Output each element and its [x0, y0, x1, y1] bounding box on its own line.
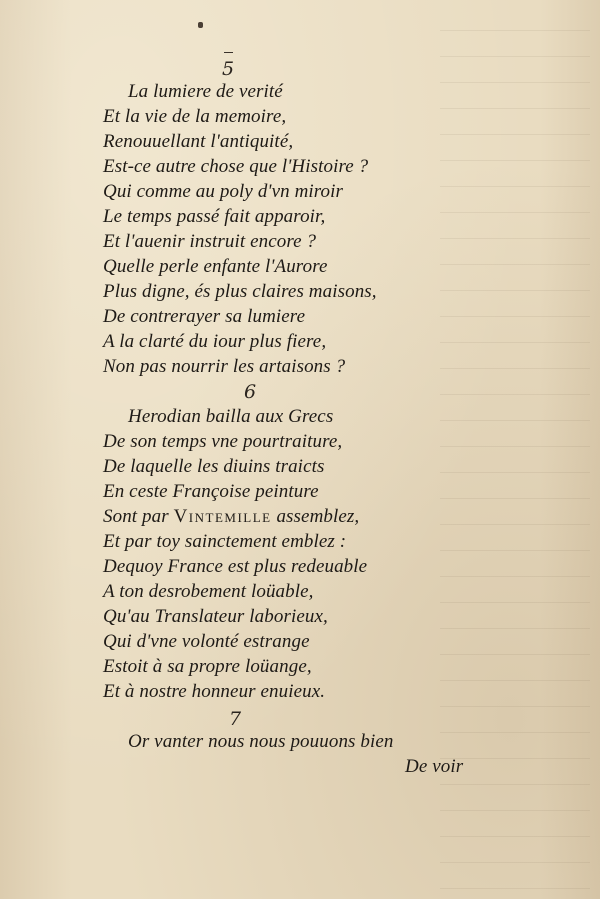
verse-line: Est-ce autre chose que l'Histoire ?	[103, 156, 369, 177]
verse-line: Dequoy France est plus redeuable	[103, 556, 368, 577]
verse-line: Or vanter nous nous pouuons bien	[128, 731, 394, 752]
verse-line: Et à nostre honneur enuieux.	[103, 681, 326, 702]
verse-line: Plus digne, és plus claires maisons,	[103, 281, 377, 302]
verse-line: Et par toy sainctement emblez :	[103, 531, 347, 552]
ink-dash	[224, 52, 233, 53]
verse-line: Et l'auenir instruit encore ?	[103, 231, 317, 252]
verse-line: Estoit à sa propre loüange,	[103, 656, 312, 677]
verse-line: A ton desrobement loüable,	[103, 581, 314, 602]
verse-line: La lumiere de verité	[128, 81, 283, 102]
catchword: De voir	[405, 756, 464, 777]
stanza-number-7: 7	[229, 708, 242, 730]
verse-line: Qu'au Translateur laborieux,	[103, 606, 328, 627]
verse-line: De son temps vne pourtraiture,	[103, 431, 343, 452]
verse-line: A la clarté du iour plus fiere,	[103, 331, 327, 352]
verse-line: Qui d'vne volonté estrange	[103, 631, 310, 652]
ink-mark	[198, 22, 203, 28]
verse-text: assemblez,	[271, 506, 360, 527]
verse-line: Non pas nourrir les artaisons ?	[103, 356, 346, 377]
verse-line: De laquelle les diuins traicts	[103, 456, 325, 477]
verse-line: Quelle perle enfante l'Aurore	[103, 256, 328, 277]
stanza-number-6: 6	[244, 381, 257, 403]
author-name-smallcaps: Vintemille	[173, 506, 272, 527]
verse-line: Le temps passé fait apparoir,	[103, 206, 326, 227]
verse-line-with-name	[103, 506, 359, 528]
verse-line: Qui comme au poly d'vn miroir	[103, 181, 344, 202]
verse-line: Herodian bailla aux Grecs	[128, 406, 334, 427]
stanza-number-5: 5	[222, 58, 235, 80]
verse-line: Et la vie de la memoire,	[103, 106, 287, 127]
verse-line: Renouuellant l'antiquité,	[103, 131, 294, 152]
verse-text: Sont par	[103, 506, 174, 527]
verse-line: De contrerayer sa lumiere	[103, 306, 306, 327]
verse-line: En ceste Françoise peinture	[103, 481, 319, 502]
